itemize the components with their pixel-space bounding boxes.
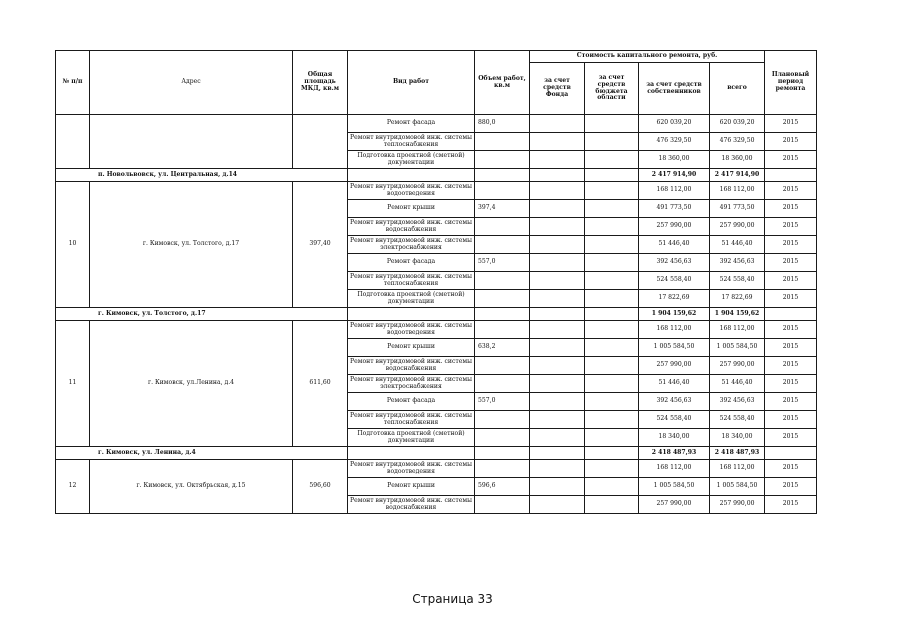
subtotal-fund bbox=[530, 308, 585, 321]
subtotal-budget bbox=[585, 447, 639, 460]
subtotal-address: п. Новольвовск, ул. Центральная, д.14 bbox=[56, 169, 348, 182]
volume-cell bbox=[475, 357, 530, 375]
volume-cell bbox=[475, 496, 530, 514]
subtotal-address: г. Кимовск, ул. Ленина, д.4 bbox=[56, 447, 348, 460]
budget-cell bbox=[585, 411, 639, 429]
owners-cost-cell: 257 990,00 bbox=[639, 357, 710, 375]
subtotal-fund bbox=[530, 447, 585, 460]
budget-cell bbox=[585, 218, 639, 236]
work-type-cell: Ремонт внутридомовой инж. системы теплоснабжения bbox=[348, 411, 475, 429]
owners-cost-cell: 257 990,00 bbox=[639, 218, 710, 236]
owners-cost-cell: 257 990,00 bbox=[639, 496, 710, 514]
subtotal-total-cost: 1 904 159,62 bbox=[710, 308, 765, 321]
owners-cost-cell: 524 558,40 bbox=[639, 272, 710, 290]
work-type-cell: Ремонт крыши bbox=[348, 339, 475, 357]
total-cost-cell: 1 005 584,50 bbox=[710, 339, 765, 357]
work-type-cell: Ремонт внутридомовой инж. системы водоотведения bbox=[348, 460, 475, 478]
total-cost-cell: 476 329,50 bbox=[710, 133, 765, 151]
subtotal-total-cost: 2 418 487,93 bbox=[710, 447, 765, 460]
fund-cell bbox=[530, 151, 585, 169]
total-cost-cell: 257 990,00 bbox=[710, 218, 765, 236]
row-number: 12 bbox=[56, 460, 90, 514]
volume-cell: 596,6 bbox=[475, 478, 530, 496]
area-cell: 397,40 bbox=[293, 182, 348, 308]
planned-year-cell: 2015 bbox=[765, 357, 817, 375]
planned-year-cell: 2015 bbox=[765, 496, 817, 514]
planned-year-cell: 2015 bbox=[765, 321, 817, 339]
subtotal-work bbox=[348, 308, 475, 321]
subtotal-volume bbox=[475, 308, 530, 321]
total-cost-cell: 168 112,00 bbox=[710, 182, 765, 200]
subtotal-total-cost: 2 417 914,90 bbox=[710, 169, 765, 182]
owners-cost-cell: 392 456,63 bbox=[639, 254, 710, 272]
planned-year-cell: 2015 bbox=[765, 411, 817, 429]
planned-year-cell: 2015 bbox=[765, 200, 817, 218]
work-type-cell: Ремонт внутридомовой инж. системы электроснабжения bbox=[348, 375, 475, 393]
owners-cost-cell: 168 112,00 bbox=[639, 460, 710, 478]
total-cost-cell: 491 773,50 bbox=[710, 200, 765, 218]
work-type-cell: Ремонт внутридомовой инж. системы водоотведения bbox=[348, 182, 475, 200]
subtotal-address: г. Кимовск, ул. Толстого, д.17 bbox=[56, 308, 348, 321]
work-type-cell: Ремонт внутридомовой инж. системы водоснабжения bbox=[348, 357, 475, 375]
owners-cost-cell: 17 822,69 bbox=[639, 290, 710, 308]
budget-cell bbox=[585, 321, 639, 339]
planned-year-cell: 2015 bbox=[765, 218, 817, 236]
total-cost-cell: 524 558,40 bbox=[710, 411, 765, 429]
header-fund: за счет средств Фонда bbox=[530, 63, 585, 115]
volume-cell bbox=[475, 411, 530, 429]
planned-year-cell: 2015 bbox=[765, 375, 817, 393]
page-number: Страница 33 bbox=[412, 592, 493, 606]
header-cost-group: Стоимость капитального ремонта, руб. bbox=[530, 51, 765, 63]
volume-cell bbox=[475, 133, 530, 151]
fund-cell bbox=[530, 411, 585, 429]
volume-cell: 557,0 bbox=[475, 254, 530, 272]
row-number bbox=[56, 115, 90, 169]
address-cell: г. Кимовск, ул.Ленина, д.4 bbox=[90, 321, 293, 447]
fund-cell bbox=[530, 200, 585, 218]
fund-cell bbox=[530, 236, 585, 254]
budget-cell bbox=[585, 290, 639, 308]
budget-cell bbox=[585, 151, 639, 169]
row-number: 10 bbox=[56, 182, 90, 308]
owners-cost-cell: 168 112,00 bbox=[639, 182, 710, 200]
subtotal-period bbox=[765, 447, 817, 460]
planned-year-cell: 2015 bbox=[765, 254, 817, 272]
volume-cell bbox=[475, 236, 530, 254]
fund-cell bbox=[530, 133, 585, 151]
header-period: Плановый период ремонта bbox=[765, 51, 817, 115]
budget-cell bbox=[585, 496, 639, 514]
fund-cell bbox=[530, 254, 585, 272]
subtotal-work bbox=[348, 447, 475, 460]
planned-year-cell: 2015 bbox=[765, 393, 817, 411]
planned-year-cell: 2015 bbox=[765, 115, 817, 133]
work-type-cell: Ремонт крыши bbox=[348, 478, 475, 496]
volume-cell: 397,4 bbox=[475, 200, 530, 218]
subtotal-owners-cost: 1 904 159,62 bbox=[639, 308, 710, 321]
work-type-cell: Ремонт внутридомовой инж. системы водоснабжения bbox=[348, 218, 475, 236]
budget-cell bbox=[585, 272, 639, 290]
work-type-cell: Ремонт внутридомовой инж. системы электроснабжения bbox=[348, 236, 475, 254]
fund-cell bbox=[530, 218, 585, 236]
area-cell bbox=[293, 115, 348, 169]
owners-cost-cell: 620 039,20 bbox=[639, 115, 710, 133]
owners-cost-cell: 524 558,40 bbox=[639, 411, 710, 429]
work-type-cell: Ремонт внутридомовой инж. системы водоснабжения bbox=[348, 496, 475, 514]
total-cost-cell: 18 360,00 bbox=[710, 151, 765, 169]
subtotal-volume bbox=[475, 169, 530, 182]
owners-cost-cell: 51 446,40 bbox=[639, 375, 710, 393]
planned-year-cell: 2015 bbox=[765, 290, 817, 308]
work-type-cell: Ремонт фасада bbox=[348, 115, 475, 133]
address-cell bbox=[90, 115, 293, 169]
volume-cell: 638,2 bbox=[475, 339, 530, 357]
fund-cell bbox=[530, 375, 585, 393]
total-cost-cell: 51 446,40 bbox=[710, 375, 765, 393]
header-num: № п/п bbox=[56, 51, 90, 115]
fund-cell bbox=[530, 429, 585, 447]
subtotal-fund bbox=[530, 169, 585, 182]
budget-cell bbox=[585, 357, 639, 375]
total-cost-cell: 257 990,00 bbox=[710, 357, 765, 375]
owners-cost-cell: 392 456,63 bbox=[639, 393, 710, 411]
owners-cost-cell: 1 005 584,50 bbox=[639, 339, 710, 357]
header-total: всего bbox=[710, 63, 765, 115]
header-volume: Объем работ, кв.м bbox=[475, 51, 530, 115]
planned-year-cell: 2015 bbox=[765, 272, 817, 290]
volume-cell: 880,0 bbox=[475, 115, 530, 133]
fund-cell bbox=[530, 393, 585, 411]
work-type-cell: Ремонт внутридомовой инж. системы теплоснабжения bbox=[348, 272, 475, 290]
total-cost-cell: 17 822,69 bbox=[710, 290, 765, 308]
planned-year-cell: 2015 bbox=[765, 339, 817, 357]
total-cost-cell: 392 456,63 bbox=[710, 393, 765, 411]
area-cell: 611,60 bbox=[293, 321, 348, 447]
budget-cell bbox=[585, 375, 639, 393]
subtotal-budget bbox=[585, 308, 639, 321]
header-owners: за счет средств собственников bbox=[639, 63, 710, 115]
subtotal-row bbox=[56, 169, 817, 182]
subtotal-owners-cost: 2 418 487,93 bbox=[639, 447, 710, 460]
total-cost-cell: 257 990,00 bbox=[710, 496, 765, 514]
budget-cell bbox=[585, 200, 639, 218]
total-cost-cell: 18 340,00 bbox=[710, 429, 765, 447]
volume-cell bbox=[475, 290, 530, 308]
budget-cell bbox=[585, 115, 639, 133]
subtotal-volume bbox=[475, 447, 530, 460]
fund-cell bbox=[530, 460, 585, 478]
fund-cell bbox=[530, 115, 585, 133]
header-address: Адрес bbox=[90, 51, 293, 115]
total-cost-cell: 51 446,40 bbox=[710, 236, 765, 254]
volume-cell bbox=[475, 460, 530, 478]
owners-cost-cell: 18 340,00 bbox=[639, 429, 710, 447]
work-type-cell: Ремонт фасада bbox=[348, 393, 475, 411]
address-cell: г. Кимовск, ул. Толстого, д.17 bbox=[90, 182, 293, 308]
budget-cell bbox=[585, 393, 639, 411]
fund-cell bbox=[530, 182, 585, 200]
fund-cell bbox=[530, 321, 585, 339]
budget-cell bbox=[585, 478, 639, 496]
total-cost-cell: 620 039,20 bbox=[710, 115, 765, 133]
budget-cell bbox=[585, 429, 639, 447]
volume-cell: 557,0 bbox=[475, 393, 530, 411]
work-type-cell: Ремонт крыши bbox=[348, 200, 475, 218]
volume-cell bbox=[475, 321, 530, 339]
work-type-cell: Подготовка проектной (сметной) документации bbox=[348, 290, 475, 308]
total-cost-cell: 168 112,00 bbox=[710, 321, 765, 339]
table-row bbox=[56, 321, 817, 339]
owners-cost-cell: 18 360,00 bbox=[639, 151, 710, 169]
owners-cost-cell: 51 446,40 bbox=[639, 236, 710, 254]
total-cost-cell: 168 112,00 bbox=[710, 460, 765, 478]
table-row bbox=[56, 182, 817, 200]
fund-cell bbox=[530, 478, 585, 496]
volume-cell bbox=[475, 151, 530, 169]
area-cell: 596,60 bbox=[293, 460, 348, 514]
header-area: Общая площадь МКД, кв.м bbox=[293, 51, 348, 115]
total-cost-cell: 1 005 584,50 bbox=[710, 478, 765, 496]
planned-year-cell: 2015 bbox=[765, 151, 817, 169]
owners-cost-cell: 168 112,00 bbox=[639, 321, 710, 339]
planned-year-cell: 2015 bbox=[765, 478, 817, 496]
budget-cell bbox=[585, 460, 639, 478]
header-budget: за счет средств бюджета области bbox=[585, 63, 639, 115]
work-type-cell: Подготовка проектной (сметной) документации bbox=[348, 429, 475, 447]
subtotal-row bbox=[56, 308, 817, 321]
address-cell: г. Кимовск, ул. Октябрьская, д.15 bbox=[90, 460, 293, 514]
row-number: 11 bbox=[56, 321, 90, 447]
header-work-type: Вид работ bbox=[348, 51, 475, 115]
budget-cell bbox=[585, 236, 639, 254]
budget-cell bbox=[585, 339, 639, 357]
volume-cell bbox=[475, 218, 530, 236]
owners-cost-cell: 1 005 584,50 bbox=[639, 478, 710, 496]
table-row bbox=[56, 115, 817, 133]
owners-cost-cell: 476 329,50 bbox=[639, 133, 710, 151]
planned-year-cell: 2015 bbox=[765, 133, 817, 151]
work-type-cell: Ремонт внутридомовой инж. системы водоотведения bbox=[348, 321, 475, 339]
table-row bbox=[56, 460, 817, 478]
volume-cell bbox=[475, 429, 530, 447]
fund-cell bbox=[530, 339, 585, 357]
planned-year-cell: 2015 bbox=[765, 182, 817, 200]
total-cost-cell: 524 558,40 bbox=[710, 272, 765, 290]
budget-cell bbox=[585, 182, 639, 200]
budget-cell bbox=[585, 254, 639, 272]
subtotal-period bbox=[765, 169, 817, 182]
planned-year-cell: 2015 bbox=[765, 429, 817, 447]
budget-cell bbox=[585, 133, 639, 151]
capital-repair-table bbox=[55, 50, 817, 514]
subtotal-row bbox=[56, 447, 817, 460]
subtotal-budget bbox=[585, 169, 639, 182]
volume-cell bbox=[475, 272, 530, 290]
total-cost-cell: 392 456,63 bbox=[710, 254, 765, 272]
planned-year-cell: 2015 bbox=[765, 236, 817, 254]
work-type-cell: Ремонт внутридомовой инж. системы теплоснабжения bbox=[348, 133, 475, 151]
fund-cell bbox=[530, 272, 585, 290]
subtotal-work bbox=[348, 169, 475, 182]
work-type-cell: Ремонт фасада bbox=[348, 254, 475, 272]
planned-year-cell: 2015 bbox=[765, 460, 817, 478]
work-type-cell: Подготовка проектной (сметной) документации bbox=[348, 151, 475, 169]
table-body bbox=[56, 115, 817, 514]
volume-cell bbox=[475, 182, 530, 200]
subtotal-owners-cost: 2 417 914,90 bbox=[639, 169, 710, 182]
fund-cell bbox=[530, 290, 585, 308]
subtotal-period bbox=[765, 308, 817, 321]
volume-cell bbox=[475, 375, 530, 393]
fund-cell bbox=[530, 496, 585, 514]
table-header bbox=[56, 51, 817, 115]
fund-cell bbox=[530, 357, 585, 375]
owners-cost-cell: 491 773,50 bbox=[639, 200, 710, 218]
